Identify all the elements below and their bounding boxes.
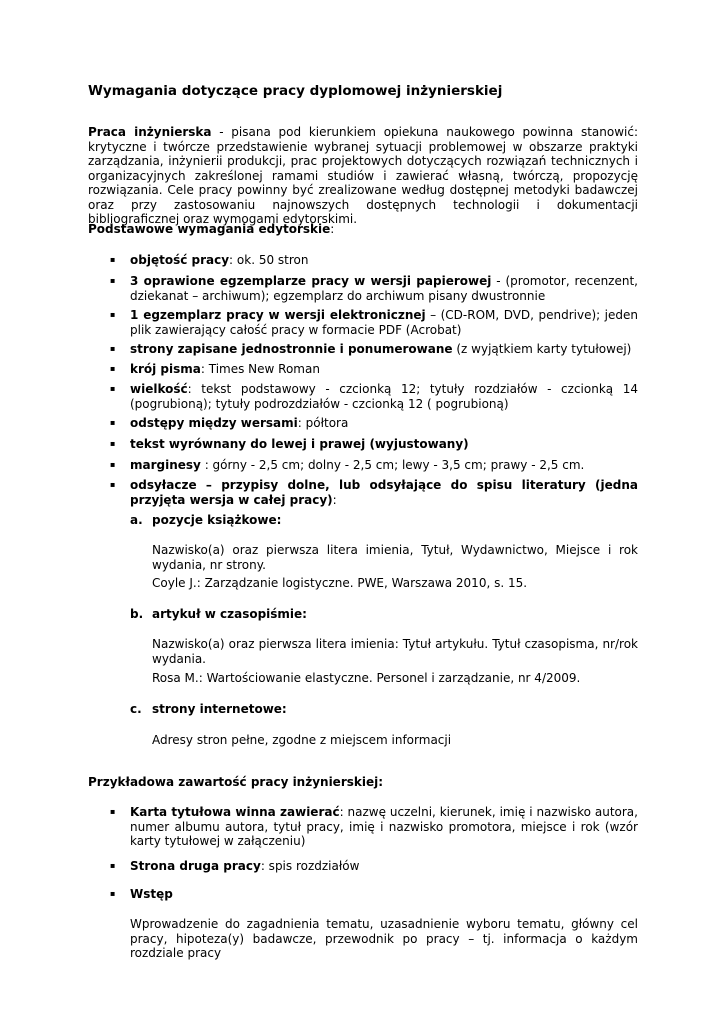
citation-example: Coyle J.: Zarządzanie logistyczne. PWE, Warszawa 2010, s. 15. [152, 576, 528, 590]
bullet-icon: ▪ [110, 364, 116, 373]
list-item: ▪ tekst wyrównany do lewej i prawej (wyjustowany) [110, 437, 469, 451]
bullet-icon: ▪ [110, 418, 116, 427]
sublist-heading-websites: c. strony internetowe: [130, 702, 287, 716]
sublist-heading-books: a. pozycje książkowe: [130, 513, 282, 527]
list-item: ▪ marginesy : górny - 2,5 cm; dolny - 2,5 cm; lewy - 3,5 cm; prawy - 2,5 cm. [110, 458, 585, 472]
list-item: ▪ odsyłacze – przypisy dolne, lub odsyłające do spisu literatury (jedna przyjęta wersja w całej pracy): [110, 478, 638, 507]
bullet-icon: ▪ [110, 384, 116, 393]
bullet-icon: ▪ [110, 439, 116, 448]
bullet-icon: ▪ [110, 255, 116, 264]
bullet-icon: ▪ [110, 460, 116, 469]
bullet-icon: ▪ [110, 480, 116, 489]
list-item: ▪ Karta tytułowa winna zawierać: nazwę uczelni, kierunek, imię i nazwisko autora, numer albumu autora, tytuł pracy, imię i nazwisko promotora, miejsce i rok (wzór karty tytułowej w załączeniu) [110, 805, 638, 848]
intro-paragraph [88, 125, 638, 227]
list-item: ▪ Wstęp [110, 887, 173, 901]
citation-example: Rosa M.: Wartościowanie elastyczne. Personel i zarządzanie, nr 4/2009. [152, 671, 581, 685]
sublist-heading-articles: b. artykuł w czasopiśmie: [130, 607, 307, 621]
intro-section-paragraph: Wprowadzenie do zagadnienia tematu, uzasadnienie wyboru tematu, główny cel pracy, hipoteza(y) badawcze, przewodnik po pracy – tj. informacja o każdym rozdziale pracy [130, 917, 638, 960]
bullet-icon: ▪ [110, 861, 116, 870]
bullet-icon: ▪ [110, 807, 116, 816]
citation-pattern: Nazwisko(a) oraz pierwsza litera imienia: Tytuł artykułu. Tytuł czasopisma, nr/rok wydania. [152, 637, 638, 666]
list-item: ▪ objętość pracy: ok. 50 stron [110, 253, 309, 267]
editorial-heading: Podstawowe wymagania edytorskie: [88, 222, 335, 236]
intro-text: - pisana pod kierunkiem opiekuna naukowego powinna stanowić: krytyczne i twórcze przedstawienie wybranej sytuacji problemowej w obszarze praktyki zarządzania, inżynierii produkcji, prac projektowych dotyczących rozwiązań technicznych i organizacyjnych zakreślonej ramami studiów i zawierać własną, twórczą, propozycję rozwiązania. Cele pracy powinny być zrealizowane według dostępnej metodyki badawczej oraz przy zastosowaniu najnowszych dostępnych technologii i dokumentacji bibliograficznej oraz wymogami edytorskimi. [88, 125, 638, 226]
bullet-icon: ▪ [110, 344, 116, 353]
intro-term: Praca inżynierska [88, 125, 212, 139]
list-item: ▪ odstępy między wersami: półtora [110, 416, 349, 430]
citation-pattern: Adresy stron pełne, zgodne z miejscem informacji [152, 733, 452, 747]
list-item: ▪ Strona druga pracy: spis rozdziałów [110, 859, 360, 873]
citation-pattern: Nazwisko(a) oraz pierwsza litera imienia, Tytuł, Wydawnictwo, Miejsce i rok wydania, nr strony. [152, 543, 638, 572]
bullet-icon: ▪ [110, 310, 116, 319]
list-item: ▪ strony zapisane jednostronnie i ponumerowane (z wyjątkiem karty tytułowej) [110, 342, 632, 356]
list-item: ▪ wielkość: tekst podstawowy - czcionką 12; tytuły rozdziałów - czcionką 14 (pogrubioną); tytuły podrozdziałów - czcionką 12 ( pogrubioną) [110, 382, 638, 411]
list-item: ▪ krój pisma: Times New Roman [110, 362, 320, 376]
page-title: Wymagania dotyczące pracy dyplomowej inżynierskiej [88, 83, 503, 99]
bullet-icon: ▪ [110, 889, 116, 898]
list-item: ▪ 1 egzemplarz pracy w wersji elektronicznej – (CD-ROM, DVD, pendrive); jeden plik zawierający całość pracy w formacie PDF (Acrobat) [110, 308, 638, 337]
bullet-icon: ▪ [110, 276, 116, 285]
contents-heading: Przykładowa zawartość pracy inżynierskiej: [88, 775, 384, 789]
list-item: ▪ 3 oprawione egzemplarze pracy w wersji papierowej - (promotor, recenzent, dziekanat – archiwum); egzemplarz do archiwum pisany dwustronnie [110, 274, 638, 303]
